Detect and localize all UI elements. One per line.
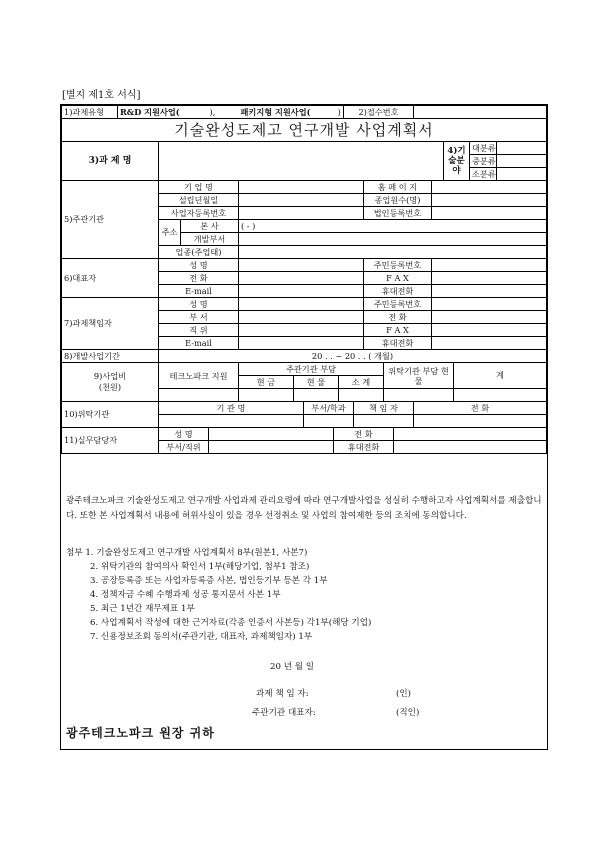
business-reg-field[interactable]	[239, 207, 364, 220]
company-name-label: 기 업 명	[159, 181, 239, 194]
host-rep-seal-mark[interactable]: (직인)	[396, 708, 420, 718]
consignee-dept-field[interactable]	[304, 415, 354, 428]
date-line[interactable]: 20 년 월 일	[270, 662, 315, 672]
rep-phone-label: 전 화	[159, 272, 239, 285]
project-manager-label: 7)과제책임자	[62, 298, 159, 350]
receipt-number-label: 2)접수번호	[344, 106, 414, 119]
pm-name-label: 성 명	[159, 298, 239, 311]
declaration-text: 광주테크노파크 기술완성도제고 연구개발 사업과제 관리요령에 따라 연구개발사업을 성실히 수행하고자 사업계획서를 제출합니다. 또한 본 사업계획서 내용에 허위사실이 있을 경우 선정취소 및 사업의 참여제한 등의 조치에 동의합니다.	[66, 496, 542, 521]
host-org-table	[61, 181, 547, 259]
rep-phone-field[interactable]	[239, 272, 364, 285]
pm-dept-label: 부 서	[159, 311, 239, 324]
business-reg-label: 사업자등록번호	[159, 207, 239, 220]
rep-rrn-field[interactable]	[432, 259, 547, 272]
staff-dept-label: 부서/직위	[159, 441, 209, 454]
consignee-phone-field[interactable]	[414, 415, 547, 428]
project-manager-table	[61, 298, 547, 350]
pm-email-label: E-mail	[159, 337, 239, 350]
homepage-label: 홈 페 이 지	[364, 181, 432, 194]
title-table	[61, 119, 547, 142]
attachments-list	[66, 546, 536, 644]
pm-rrn-label: 주민등록번호	[364, 298, 432, 311]
receipt-number-field[interactable]	[414, 106, 547, 119]
rep-mobile-field[interactable]	[432, 285, 547, 298]
attachment-item: 5. 최근 1년간 재무제표 1부	[90, 604, 195, 614]
staff-mobile-field[interactable]	[394, 441, 547, 454]
attachment-item: 6. 사업계획서 작성에 대한 근거자료(각종 인증서 사본등) 각1부(해당 기업)	[90, 618, 372, 628]
package-support-option[interactable]: 패키지형 지원사업(	[216, 106, 336, 119]
project-name-table	[61, 142, 547, 181]
staff-phone-field[interactable]	[394, 428, 547, 441]
pm-phone-label: 전 화	[364, 311, 432, 324]
middle-class-field[interactable]	[497, 155, 547, 168]
representative-table	[61, 259, 547, 298]
attachment-head: 첨부 1. 기술완성도제고 연구개발 사업계획서 8부(원본1, 사본7)	[66, 548, 308, 558]
pm-mobile-field[interactable]	[432, 337, 547, 350]
pm-phone-field[interactable]	[432, 311, 547, 324]
hq-address-field[interactable]: ( - )	[239, 220, 547, 233]
address-label: 주소	[159, 220, 181, 246]
consignee-label: 10)위탁기관	[62, 402, 159, 428]
rd-support-option[interactable]: R&D 지원사업(	[118, 106, 208, 119]
dev-dept-field[interactable]	[239, 233, 547, 246]
pm-dept-field[interactable]	[239, 311, 364, 324]
consignee-table	[61, 402, 547, 428]
total-field[interactable]	[454, 389, 547, 402]
host-rep-signature-label: 주관기관 대표자:	[252, 708, 316, 718]
dev-dept-label: 개발부서	[181, 233, 239, 246]
application-form	[60, 104, 548, 750]
pm-mobile-label: 휴대전화	[364, 337, 432, 350]
rep-fax-field[interactable]	[432, 272, 547, 285]
consign-field[interactable]	[384, 389, 454, 402]
gtp-support-field[interactable]	[159, 389, 239, 402]
project-type-label: 1)과제유형	[62, 106, 118, 119]
rep-email-field[interactable]	[239, 285, 364, 298]
attachment-item: 4. 정책자금 수혜 수행과제 성공 통지문서 사본 1부	[90, 590, 281, 600]
pm-fax-label: F A X	[364, 324, 432, 337]
budget-label-text: 9)사업비	[93, 371, 127, 381]
corp-reg-label: 법인등록번호	[364, 207, 432, 220]
gtp-support-label: 테크노파크 지원	[159, 363, 239, 389]
rep-rrn-label: 주민등록번호	[364, 259, 432, 272]
total-label: 계	[454, 363, 547, 389]
inkind-field[interactable]	[294, 389, 339, 402]
rep-fax-label: F A X	[364, 272, 432, 285]
pm-position-label: 직 위	[159, 324, 239, 337]
pm-position-field[interactable]	[239, 324, 364, 337]
attachment-item: 7. 신용정보조회 동의서(주관기관, 대표자, 과제책임자) 1부	[90, 632, 313, 642]
form-number-label: [별지 제1호 서식]	[62, 90, 141, 101]
staff-name-label: 성 명	[159, 428, 209, 441]
founded-date-field[interactable]	[239, 194, 364, 207]
attachment-item: 3. 공장등록증 또는 사업자등록증 사본, 법인등기부 등본 각 1부	[90, 576, 328, 586]
pm-email-field[interactable]	[239, 337, 364, 350]
period-label: 8)개발사업기간	[62, 350, 159, 363]
addressee: 광주테크노파크 원장 귀하	[66, 726, 215, 740]
consignee-person-label: 책 임 자	[354, 402, 414, 415]
employees-label: 종업원수(명)	[364, 194, 432, 207]
representative-label: 6)대표자	[62, 259, 159, 298]
pm-fax-field[interactable]	[432, 324, 547, 337]
cash-label: 현 금	[239, 376, 294, 389]
rep-email-label: E-mail	[159, 285, 239, 298]
staff-table	[61, 428, 547, 454]
consignee-dept-label: 부서/학과	[304, 402, 354, 415]
company-name-field[interactable]	[239, 181, 364, 194]
pm-name-field[interactable]	[239, 298, 364, 311]
period-table	[61, 350, 547, 363]
industry-label: 업종(주업태)	[159, 246, 239, 259]
rep-name-field[interactable]	[239, 259, 364, 272]
middle-class-label: 중분류	[470, 155, 497, 168]
budget-table	[61, 363, 547, 402]
rep-mobile-label: 휴대전화	[364, 285, 432, 298]
staff-dept-field[interactable]	[209, 441, 334, 454]
pkg-close: )	[336, 106, 344, 119]
hq-label: 본 사	[181, 220, 239, 233]
period-field[interactable]: 20 . . ~ 20 . . ( 개월)	[159, 350, 547, 363]
consignee-org-field[interactable]	[159, 415, 304, 428]
pm-seal-mark[interactable]: (인)	[396, 689, 412, 699]
consignee-org-label: 기 관 명	[159, 402, 304, 415]
rd-close: ),	[209, 106, 216, 117]
founded-date-label: 설립년월일	[159, 194, 239, 207]
subtotal-label: 소 계	[339, 376, 384, 389]
rep-name-label: 성 명	[159, 259, 239, 272]
staff-label: 11)실무담당자	[62, 428, 159, 454]
budget-label	[62, 363, 159, 402]
pm-signature-label: 과제 책 임 자:	[256, 689, 309, 699]
consignee-phone-label: 전 화	[414, 402, 547, 415]
major-class-field[interactable]	[497, 142, 547, 155]
subtotal-field[interactable]	[339, 389, 384, 402]
corp-reg-field[interactable]	[432, 207, 547, 220]
minor-class-label: 소분류	[470, 168, 497, 181]
major-class-label: 대분류	[470, 142, 497, 155]
industry-field[interactable]	[239, 246, 547, 259]
host-burden-label: 주관기관 부담	[239, 363, 384, 376]
inkind-label: 현 물	[294, 376, 339, 389]
host-org-label: 5)주관기관	[62, 181, 159, 259]
project-name-label: 3)과 제 명	[62, 142, 159, 181]
cash-field[interactable]	[239, 389, 294, 402]
employees-field[interactable]	[432, 194, 547, 207]
staff-phone-label: 전 화	[334, 428, 394, 441]
homepage-field[interactable]	[432, 181, 547, 194]
project-type-table	[61, 105, 547, 119]
staff-mobile-label: 휴대전화	[334, 441, 394, 454]
staff-name-field[interactable]	[209, 428, 334, 441]
minor-class-field[interactable]	[497, 168, 547, 181]
budget-unit: (천원)	[98, 382, 122, 392]
consignee-person-field[interactable]	[354, 415, 414, 428]
consign-burden-label: 위탁기관 부담 현물	[384, 363, 454, 389]
project-name-field[interactable]	[159, 142, 444, 181]
document-title: 기술완성도제고 연구개발 사업계획서	[62, 119, 547, 142]
tech-field-label: 4)기술분야	[444, 142, 470, 181]
pm-rrn-field[interactable]	[432, 298, 547, 311]
attachment-item: 2. 위탁기관의 참여의사 확인서 1부(해당기업, 첨부1 참조)	[90, 562, 310, 572]
